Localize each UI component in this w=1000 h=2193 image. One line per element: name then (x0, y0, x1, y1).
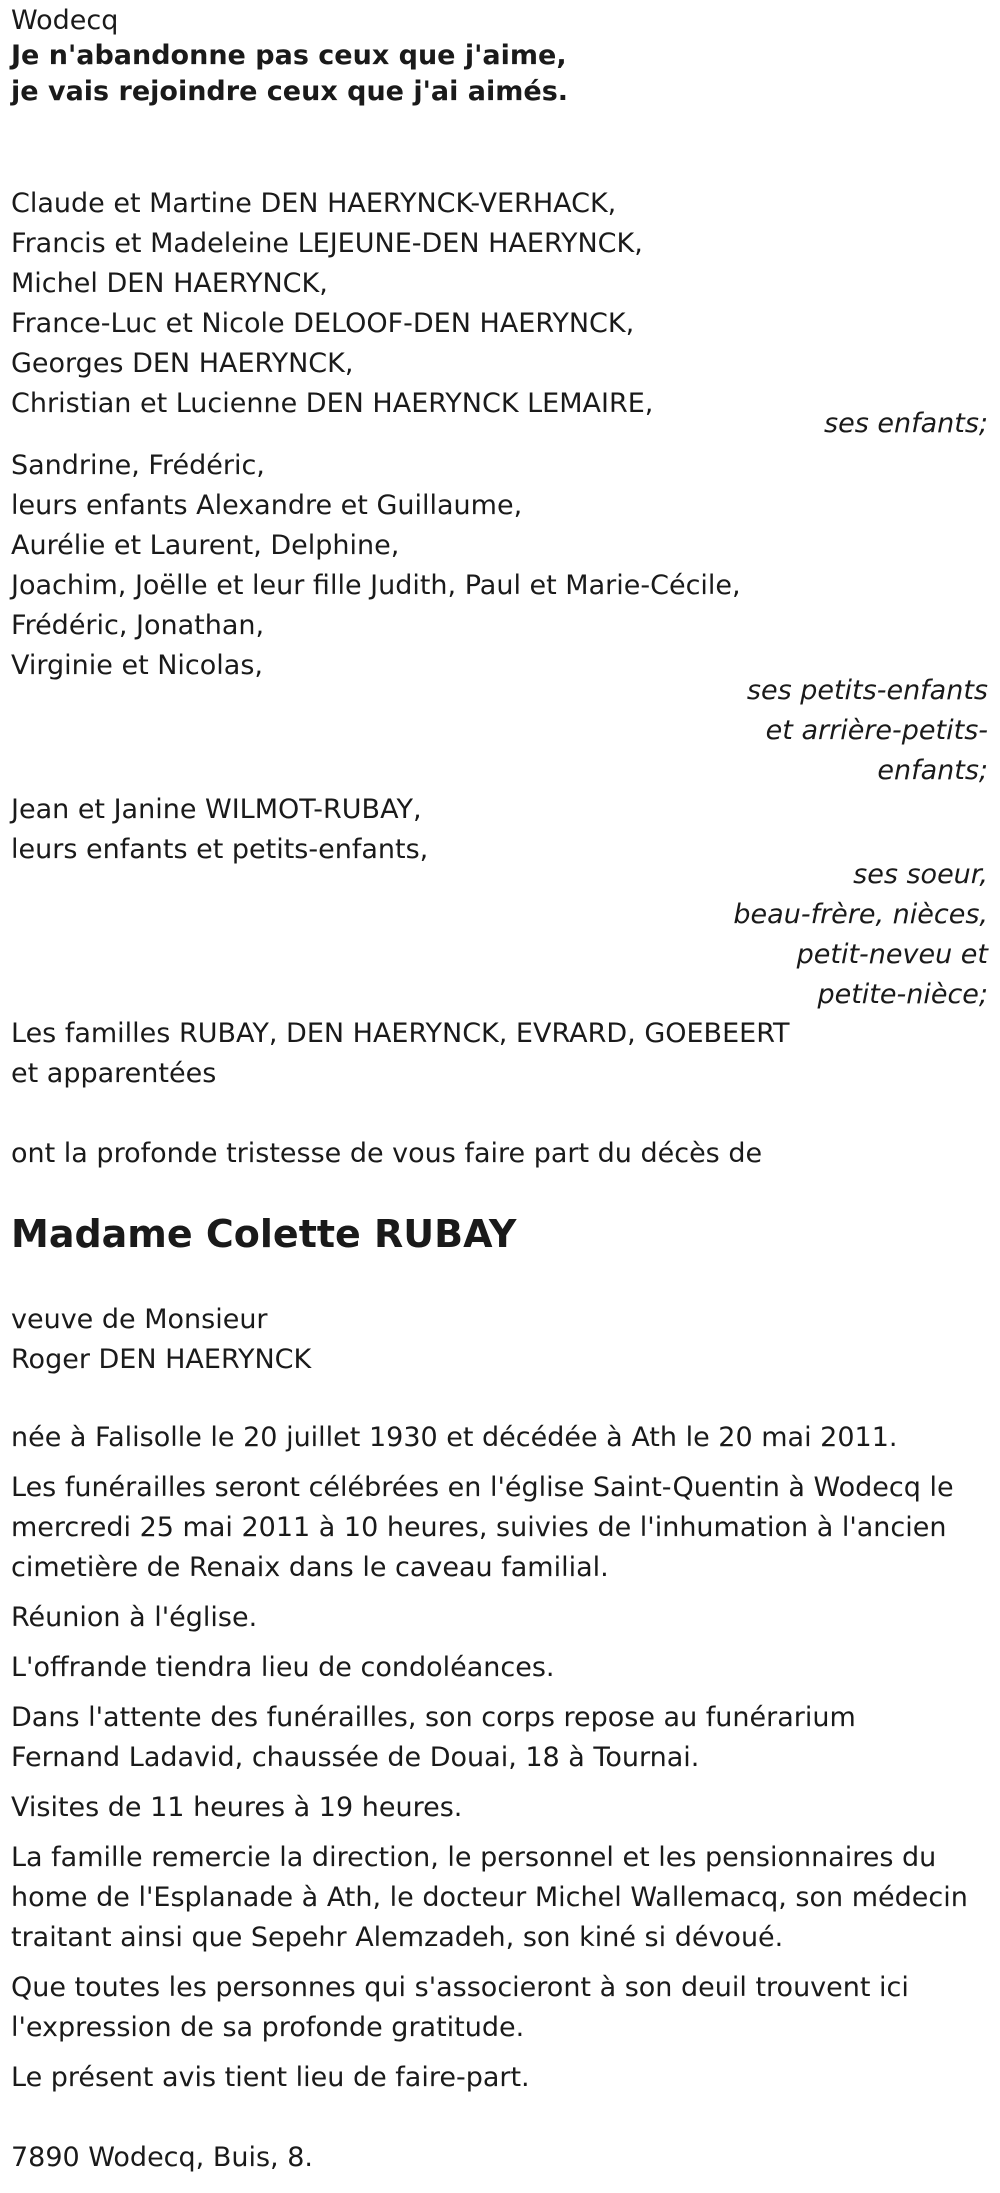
grandchildren-list (11, 446, 991, 686)
grandchildren-note (588, 671, 988, 791)
child-name: Francis et Madeleine LEJEUNE-DEN HAERYNCK, (11, 228, 643, 259)
child-name: France-Luc et Nicole DELOOF-DEN HAERYNCK, (11, 308, 635, 339)
thanks-paragraph: La famille remercie la direction, le personnel et les pensionnaires du home de l'Esplanade à Ath, le docteur Michel Wallemacq, son médecin traitant ainsi que Sepehr Alemzadeh, son kiné si dévoué. (11, 1842, 968, 1953)
grandchildren-note-line: ses petits-enfants (746, 675, 988, 706)
widow-line: veuve de Monsieur (11, 1304, 268, 1335)
children-note: ses enfants; (824, 408, 988, 439)
details-block (11, 1418, 991, 2108)
funerarium-paragraph: Dans l'attente des funérailles, son corps repose au funérarium Fernand Ladavid, chaussée de Douai, 18 à Tournai. (11, 1702, 856, 1773)
grandchild-name: Frédéric, Jonathan, (11, 610, 265, 641)
grandchild-name: Virginie et Nicolas, (11, 650, 263, 681)
grandchild-name: Aurélie et Laurent, Delphine, (11, 530, 400, 561)
child-name: Christian et Lucienne DEN HAERYNCK LEMAIRE, (11, 388, 654, 419)
families-line: Les familles RUBAY, DEN HAERYNCK, EVRARD, GOEBEERT (11, 1018, 790, 1049)
quote-line-1: Je n'abandonne pas ceux que j'aime, (11, 40, 567, 71)
address-block (11, 2138, 991, 2178)
announcement-text: ont la profonde tristesse de vous faire part du décès de (11, 1138, 763, 1169)
meeting-paragraph: Réunion à l'église. (11, 1602, 258, 1633)
funeral-paragraph: Les funérailles seront célébrées en l'église Saint-Quentin à Wodecq le mercredi 25 mai 2011 à 10 heures, suivies de l'inhumation à l'ancien cimetière de Renaix dans le caveau familial. (11, 1472, 954, 1583)
grandchild-name: leurs enfants Alexandre et Guillaume, (11, 490, 523, 521)
families-line: et apparentées (11, 1058, 217, 1089)
header (11, 4, 991, 110)
sister-note-line: petite-nièce; (817, 979, 988, 1010)
child-name: Michel DEN HAERYNCK, (11, 268, 328, 299)
offering-paragraph: L'offrande tiendra lieu de condoléances. (11, 1652, 555, 1683)
grandchildren-note-line: et arrière-petits- (765, 715, 988, 746)
grandchild-name: Joachim, Joëlle et leur fille Judith, Paul et Marie-Cécile, (11, 570, 741, 601)
visits-paragraph: Visites de 11 heures à 19 heures. (11, 1792, 463, 1823)
gratitude-paragraph: Que toutes les personnes qui s'associeront à son deuil trouvent ici l'expression de sa profonde gratitude. (11, 1972, 909, 2043)
widow-block (11, 1300, 991, 1380)
children-list (11, 184, 991, 424)
sister-note-line: beau-frère, nièces, (733, 899, 988, 930)
quote-line-2: je vais rejoindre ceux que j'ai aimés. (11, 76, 569, 107)
address-text: 7890 Wodecq, Buis, 8. (11, 2142, 313, 2173)
place-name: Wodecq (11, 5, 119, 36)
announcement (11, 1134, 991, 1174)
families-block (11, 1014, 991, 1094)
deceased-block (11, 1209, 991, 1259)
sister-name: leurs enfants et petits-enfants, (11, 834, 429, 865)
birth-death-paragraph: née à Falisolle le 20 juillet 1930 et décédée à Ath le 20 mai 2011. (11, 1422, 898, 1453)
child-name: Georges DEN HAERYNCK, (11, 348, 354, 379)
sister-note-line: petit-neveu et (796, 939, 988, 970)
grandchild-name: Sandrine, Frédéric, (11, 450, 265, 481)
notice-paragraph: Le présent avis tient lieu de faire-part. (11, 2062, 530, 2093)
grandchildren-note-line: enfants; (877, 755, 988, 786)
sister-name: Jean et Janine WILMOT-RUBAY, (11, 794, 422, 825)
sister-note (588, 855, 988, 1015)
sister-note-line: ses soeur, (853, 859, 988, 890)
widow-line: Roger DEN HAERYNCK (11, 1344, 312, 1375)
deceased-name: Madame Colette RUBAY (11, 1212, 517, 1256)
child-name: Claude et Martine DEN HAERYNCK-VERHACK, (11, 188, 617, 219)
